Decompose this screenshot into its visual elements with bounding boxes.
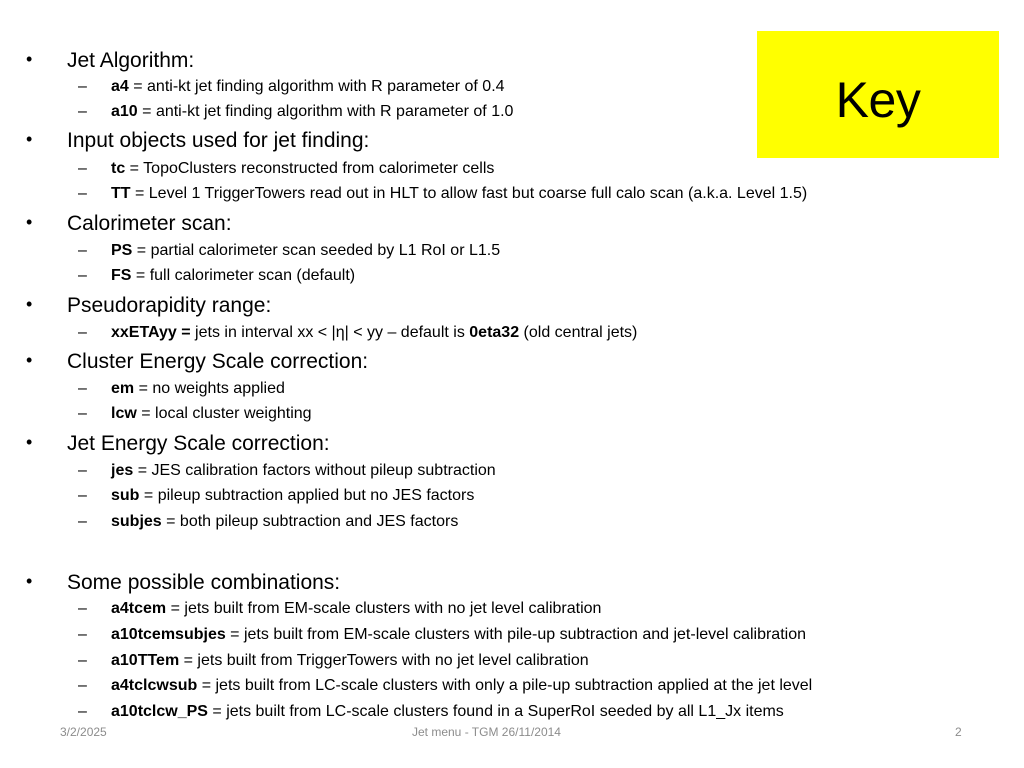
dash-icon: – <box>78 652 87 669</box>
definition: = jets built from LC-scale clusters with only a pile-up subtraction applied at the jet level <box>197 677 813 694</box>
definition: jets in interval xx < |η| < yy – default is <box>190 324 470 341</box>
dash-icon: – <box>78 677 87 694</box>
term: a10tcemsubjes <box>111 626 226 643</box>
dash-icon: – <box>78 103 87 120</box>
definition: = jets built from LC-scale clusters found in a SuperRoI seeded by all L1_Jx items <box>207 703 784 720</box>
term: a4tcem <box>111 600 167 617</box>
definition: = local cluster weighting <box>136 405 312 422</box>
bullet-icon: • <box>26 129 33 149</box>
section-title: Some possible combinations: <box>67 571 341 594</box>
definition: = pileup subtraction applied but no JES factors <box>139 487 475 504</box>
footer-date: 3/2/2025 <box>60 725 107 739</box>
term: TT <box>111 185 131 202</box>
definition: = Level 1 TriggerTowers read out in HLT to allow fast but coarse full calo scan (a.k.a. Level 1.5) <box>130 185 808 202</box>
term: PS <box>111 242 133 259</box>
term: xxETAyy = <box>111 324 191 341</box>
bullet-icon: • <box>26 571 33 591</box>
dash-icon: – <box>78 78 87 95</box>
dash-icon: – <box>78 703 87 720</box>
dash-icon: – <box>78 513 87 530</box>
bullet-icon: • <box>26 49 33 69</box>
term: a10tclcw_PS <box>111 703 208 720</box>
dash-icon: – <box>78 600 87 617</box>
section-title: Pseudorapidity range: <box>67 294 272 317</box>
section-title: Cluster Energy Scale correction: <box>67 350 369 373</box>
section-title: Calorimeter scan: <box>67 212 232 235</box>
dash-icon: – <box>78 324 87 341</box>
definition: = both pileup subtraction and JES factors <box>161 513 459 530</box>
term: a4 <box>111 78 129 95</box>
dash-icon: – <box>78 267 87 284</box>
dash-icon: – <box>78 242 87 259</box>
term: em <box>111 380 135 397</box>
definition: (old central jets) <box>519 324 638 341</box>
dash-icon: – <box>78 626 87 643</box>
term: tc <box>111 160 126 177</box>
term: subjes <box>111 513 162 530</box>
section-title: Jet Energy Scale correction: <box>67 432 330 455</box>
dash-icon: – <box>78 380 87 397</box>
bullet-icon: • <box>26 432 33 452</box>
dash-icon: – <box>78 462 87 479</box>
bullet-icon: • <box>26 294 33 314</box>
bullet-icon: • <box>26 350 33 370</box>
dash-icon: – <box>78 185 87 202</box>
definition: = partial calorimeter scan seeded by L1 RoI or L1.5 <box>132 242 501 259</box>
key-box <box>757 31 999 158</box>
term: a4tclcwsub <box>111 677 198 694</box>
definition: = jets built from EM-scale clusters with no jet level calibration <box>166 600 602 617</box>
dash-icon: – <box>78 405 87 422</box>
term: a10TTem <box>111 652 180 669</box>
term: a10 <box>111 103 138 120</box>
dash-icon: – <box>78 160 87 177</box>
definition: = jets built from TriggerTowers with no jet level calibration <box>179 652 589 669</box>
term: 0eta32 <box>469 324 520 341</box>
definition: = no weights applied <box>134 380 285 397</box>
footer-title: Jet menu - TGM 26/11/2014 <box>412 725 561 739</box>
definition: = jets built from EM-scale clusters with pile-up subtraction and jet-level calibration <box>225 626 806 643</box>
key-label: Key <box>835 72 921 128</box>
definition: = anti-kt jet finding algorithm with R parameter of 1.0 <box>137 103 514 120</box>
section-title: Input objects used for jet finding: <box>67 129 370 152</box>
definition: = full calorimeter scan (default) <box>131 267 356 284</box>
dash-icon: – <box>78 487 87 504</box>
term: jes <box>111 462 134 479</box>
definition: = TopoClusters reconstructed from calorimeter cells <box>125 160 495 177</box>
term: lcw <box>111 405 137 422</box>
definition: = anti-kt jet finding algorithm with R parameter of 0.4 <box>128 78 505 95</box>
footer-page-number: 2 <box>955 725 962 739</box>
term: FS <box>111 267 132 284</box>
definition: = JES calibration factors without pileup subtraction <box>133 462 496 479</box>
term: sub <box>111 487 140 504</box>
bullet-icon: • <box>26 212 33 232</box>
section-title: Jet Algorithm: <box>67 49 195 72</box>
